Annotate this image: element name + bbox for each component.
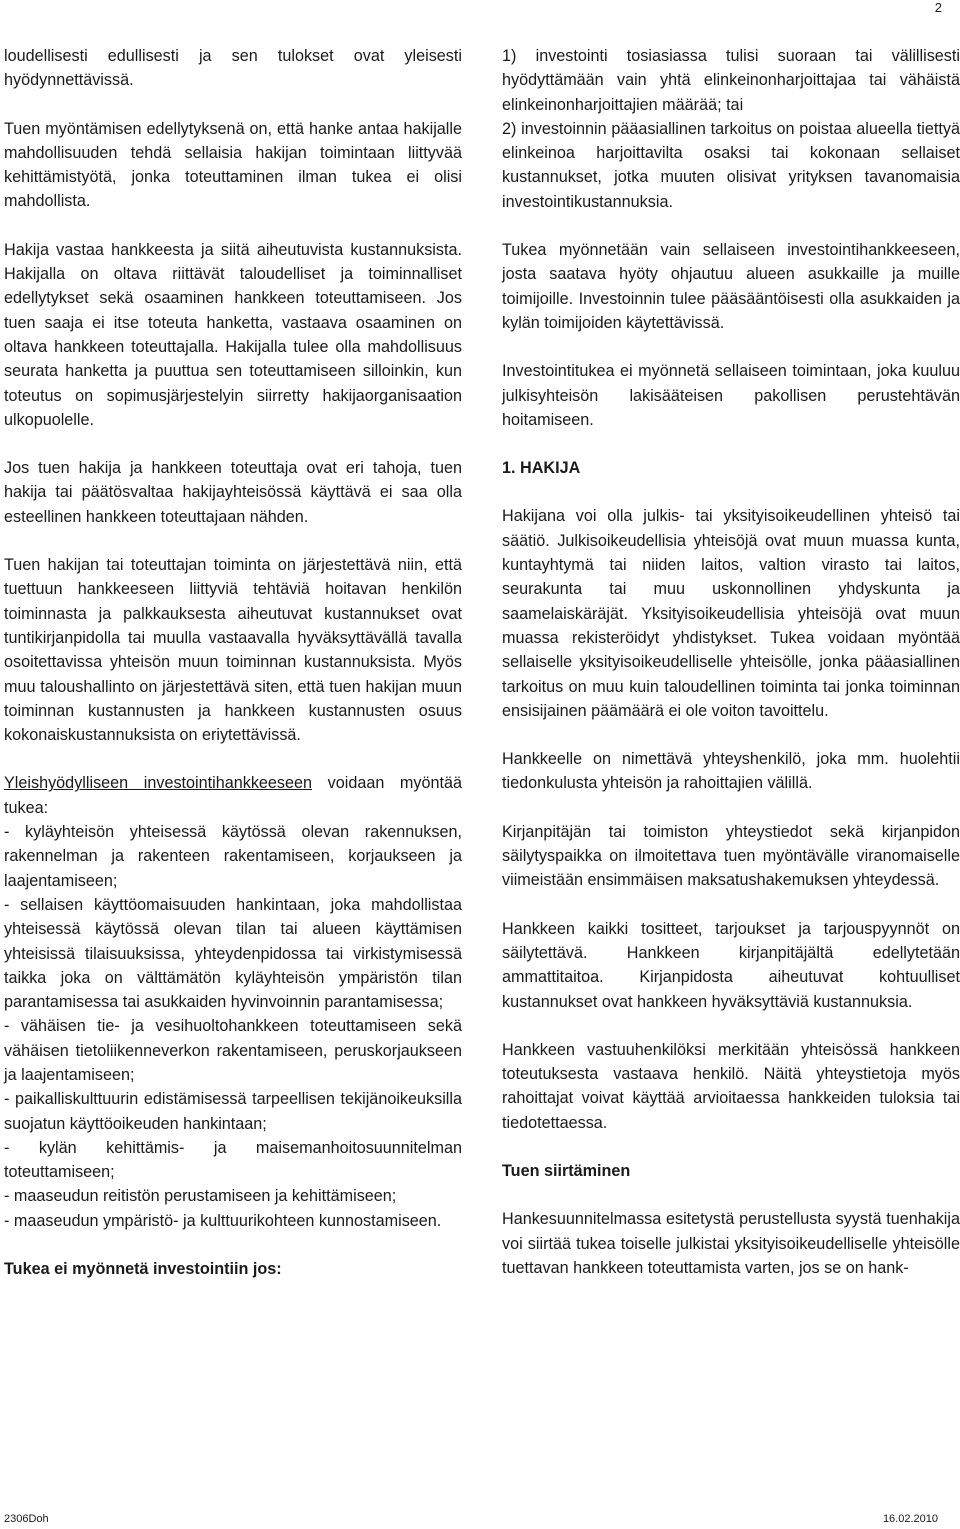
paragraph: Investointitukea ei myönnetä sellaiseen toimintaan, joka kuuluu julkisyhteisön lakisääteisen pakollisen perustehtävän hoitamiseen.	[502, 362, 960, 429]
list-item: - kyläyhteisön yhteisessä käytössä olevan rakennuksen, rakennelman ja rakenteen rakentamiseen, korjaukseen ja laajentamiseen;	[4, 823, 462, 890]
list-item: - kylän kehittämis- ja maisemanhoitosuunnitelman toteuttamiseen;	[4, 1138, 462, 1182]
left-column	[4, 44, 462, 1305]
list-item: - vähäisen tie- ja vesihuoltohankkeen toteuttamiseen sekä vähäisen tietoliikenneverkon rakentamiseen, peruskorjaukseen ja laajentamiseen;	[4, 1017, 462, 1084]
footer-doc-id: 2306Doh	[4, 1513, 49, 1525]
paragraph: Kirjanpitäjän tai toimiston yhteystiedot sekä kirjanpidon säilytyspaikka on ilmoitettava tuen myöntävälle viranomaiselle viimeistään ensimmäisen maksatushakemuksen yhteydessä.	[502, 822, 960, 890]
page-number: 2	[934, 0, 942, 15]
list-intro	[4, 771, 462, 820]
paragraph: Tuen hakijan tai toteuttajan toiminta on järjestettävä niin, että tuettuun hankkeeseen liittyviä tehtäviä hoitavan henkilön toiminnasta ja palkkauksesta aiheutuvat kustannukset ovat tuntikirjanpidolla tai muulla vastaavalla hyväksyttävällä tavalla osoitettavissa yhteisön muun toiminnan kustannuksista. Myös muu taloushallinto on järjestettävä siten, että tuen hakijan muun toiminnan kustannusten ja hankkeen kustannusten osuus kokonaiskustannuksista on eriytettävissä.	[4, 556, 462, 745]
list-item: - maaseudun reitistön perustamiseen ja kehittämiseen;	[4, 1187, 397, 1206]
paragraph: Hankkeen kaikki tositteet, tarjoukset ja tarjouspyynnöt on säilytettävä. Hankkeen kirjanpitäjältä edellytetään ammattitaitoa. Kirjanpidosta aiheutuvat kohtuulliset kustannukset ovat hankkeen hyväksyttäviä kustannuksia.	[502, 919, 960, 1011]
underlined-heading: Yleishyödylliseen investointihankkeeseen	[4, 774, 313, 793]
list-item: - paikalliskulttuurin edistämisessä tarpeellisen tekijänoikeuksilla suojatun käyttöoikeuden hankintaan;	[4, 1090, 462, 1133]
paragraph: Jos tuen hakija ja hankkeen toteuttaja ovat eri tahoja, tuen hakija tai päätösvaltaa hakijayhteisössä käyttävä ei saa olla esteellinen hankkeen toteuttajaan nähden.	[4, 459, 462, 526]
paragraph: 1) investointi tosiasiassa tulisi suoraan tai välillisesti hyödyttämään vain yhtä elinkeinonharjoittajaa tai vähäistä elinkeinonharjoittajien määrää; tai	[502, 47, 960, 114]
paragraph: Tukea myönnetään vain sellaiseen investointihankkeeseen, josta saatava hyöty ohjautuu alueen asukkaille ja muille toimijoille. Investoinnin tulee pääsääntöisesti olla asukkaiden ja kylän toimijoiden käytettävissä.	[502, 241, 960, 332]
paragraph: Hankesuunnitelmassa esitetystä perustellusta syystä tuenhakija voi siirtää tukea toiselle julkistai yksityisoikeudelliselle yhteisölle tuettavan hankkeen toteuttamista varten, jos se on hank-	[502, 1210, 960, 1277]
right-column	[502, 44, 960, 1304]
list-item: - sellaisen käyttöomaisuuden hankintaan, joka mahdollistaa yhteisessä käytössä olevan tilan tai alueen käyttämisen yhteisissä tilaisuuksissa, yhteydenpidossa tai virkistymisessä taikka joka on välttämätön kyläyhteisön ympäristön tilan parantamisessa tai asukkaiden hyvinvoinnin parantamisessa;	[4, 895, 462, 1012]
paragraph: loudellisesti edullisesti ja sen tulokset ovat yleisesti hyödynnettävissä.	[4, 47, 462, 90]
paragraph: Hakijana voi olla julkis- tai yksityisoikeudellinen yhteisö tai säätiö. Julkisoikeudellisia yhteisöjä ovat muun muassa kunta, kuntayhtymä tai niiden laitos, valtion virasto tai laitos, seurakunta tai muu uskonnollinen yhdyskunta ja saamelaiskäräjät. Yksityisoikeudellisia yhteisöjä ovat muun muassa rekisteröidyt yhdistykset. Tukea voidaan myöntää sellaiselle yksityisoikeudelliselle yhteisölle, jonka pääasiallinen tarkoitus on muu kuin taloudellinen toiminta tai jonka toiminnan ensisijainen päämäärä ei ole voiton tavoittelu.	[502, 507, 960, 720]
section-heading: 1. HAKIJA	[502, 459, 581, 478]
footer-date: 16.02.2010	[882, 1513, 938, 1525]
list-intro-rest: voidaan myöntää tukea:	[4, 774, 462, 817]
paragraph: Tuen myöntämisen edellytyksenä on, että hanke antaa hakijalle mahdollisuuden tehdä sellaisia hakijan toimintaan liittyvää kehittämistyötä, jonka toteuttaminen ilman tukea ei olisi mahdollista.	[4, 119, 462, 211]
paragraph: Hakija vastaa hankkeesta ja siitä aiheutuvista kustannuksista. Hakijalla on oltava riittävät taloudelliset ja toiminnalliset edellytykset sekä osaaminen hankkeen toteuttamiseen. Jos tuen saaja ei itse toteuta hanketta, vastaava osaaminen on oltava hankkeen toteuttajalla. Hakijalla tulee olla mahdollisuus seurata hanketta ja puuttua sen toteuttamiseen silloinkin, kun toteutus on sopimusjärjestelyin siirretty hakijaorganisaation ulkopuolelle.	[4, 240, 462, 429]
paragraph: Hankkeelle on nimettävä yhteyshenkilö, joka mm. huolehtii tiedonkulusta yhteisön ja rahoittajien välillä.	[502, 750, 960, 793]
list-item: - maaseudun ympäristö- ja kulttuurikohteen kunnostamiseen.	[4, 1211, 442, 1230]
paragraph: 2) investoinnin pääasiallinen tarkoitus on poistaa alueella tiettyä elinkeinoa harjoittavilta osaksi tai kokonaan sellaiset kustannukset, jotka muuten olisivat yrityksen tavanomaisia investointikustannuksia.	[502, 119, 960, 211]
section-heading: Tukea ei myönnetä investointiin jos:	[4, 1260, 282, 1279]
paragraph: Hankkeen vastuuhenkilöksi merkitään yhteisössä hankkeen toteutuksesta vastaava henkilö. Näitä yhteystietoja myös rahoittajat voivat käyttää arvioitaessa hankkeiden tuloksia tai tiedotettaessa.	[502, 1040, 960, 1132]
section-heading: Tuen siirtäminen	[502, 1161, 631, 1180]
